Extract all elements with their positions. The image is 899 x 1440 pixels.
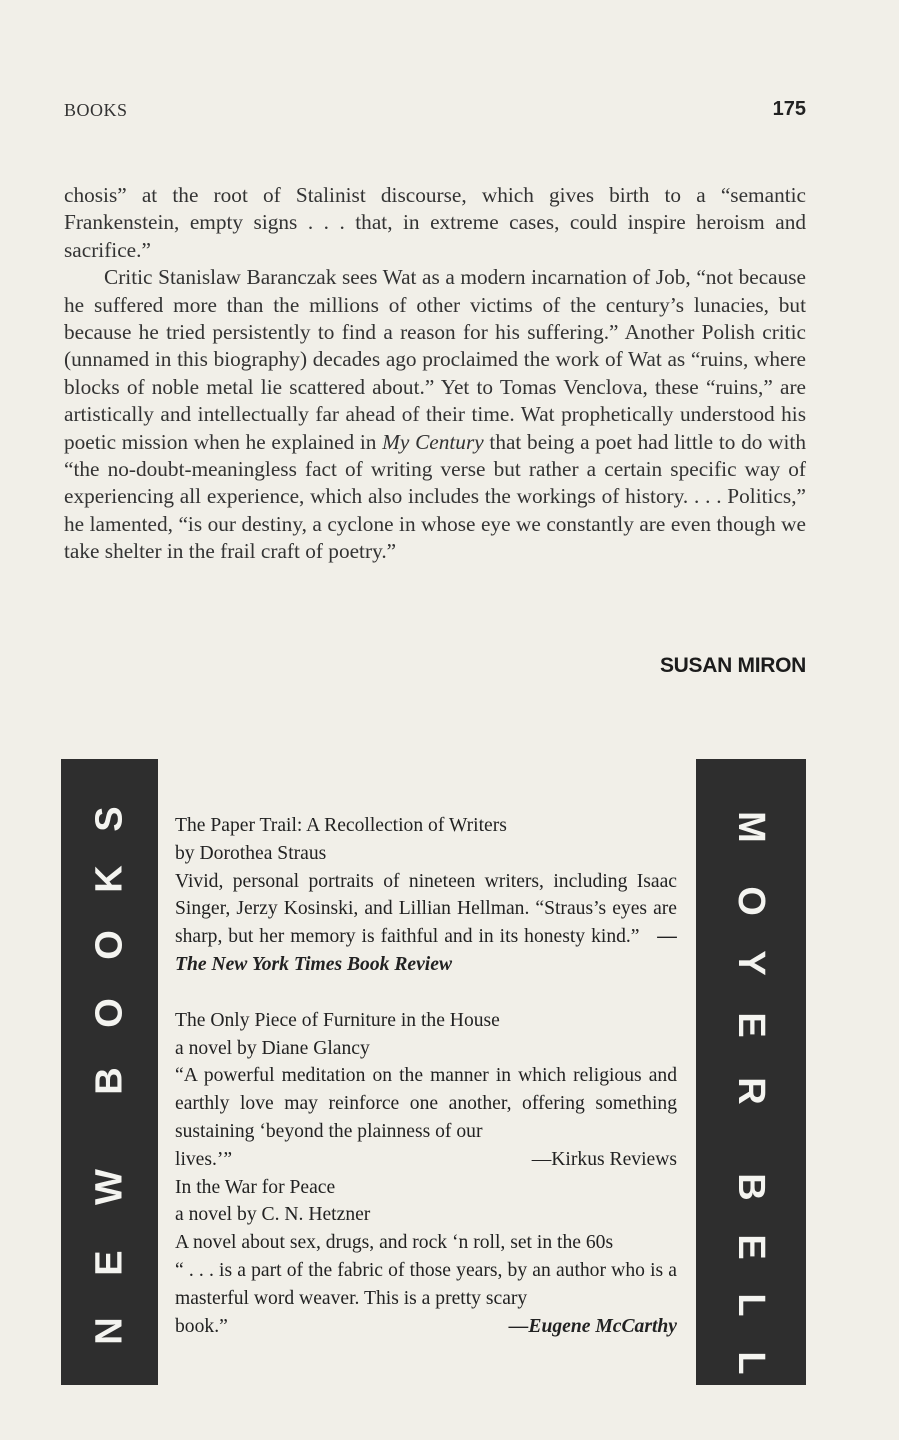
book-description-end: book.” [175, 1315, 228, 1337]
bar-letter: E [730, 1012, 772, 1038]
byline: SUSAN MIRON [659, 654, 806, 677]
new-books-bar [61, 759, 158, 1385]
bar-letter: Y [730, 950, 772, 976]
book-attribution: —Kirkus Reviews [531, 1148, 677, 1170]
section-name: BOOKS [64, 100, 128, 120]
book-entry [175, 1007, 677, 1174]
bar-letter: K [88, 865, 131, 893]
bar-letter: O [88, 930, 131, 960]
book-title: The Paper Trail: A Recollection of Writers [175, 815, 507, 836]
book-author: a novel by C. N. Hetzner [175, 1204, 371, 1226]
book-description-line: A novel about sex, drugs, and rock ‘n roll, set in the 60s [175, 1232, 614, 1254]
bar-letter: B [730, 1173, 772, 1201]
running-head [64, 98, 806, 128]
bar-letter: L [730, 1351, 772, 1375]
bar-letter: N [88, 1317, 131, 1345]
moyer-bell-bar [696, 759, 806, 1385]
book-author: by Dorothea Straus [175, 842, 327, 864]
attribution-row [175, 1146, 677, 1174]
bar-letter: M [730, 811, 772, 843]
ad-book-list [175, 812, 677, 1340]
book-description [175, 868, 677, 979]
article-body [64, 182, 806, 566]
book-entry [175, 1174, 677, 1341]
attribution-row [175, 1313, 677, 1341]
paragraph-1: chosis” at the root of Stalinist discourse, which gives birth to a “semantic Frankenstein, empty signs . . . that, in extreme cases, could inspire heroism and sacrifice.” [64, 183, 806, 262]
bar-letter: S [88, 806, 131, 832]
bar-letter: L [730, 1293, 772, 1317]
paragraph-2-part-b: that being a poet had little to do with “the no-doubt-meaningless fact of writing verse but rather a certain specific way of experiencing all experience, which also includes the workings of history. . . . Politics,” he lamented, “is our destiny, a cyclone in whose eye we constantly are even though we take shelter in the frail craft of poetry.” [64, 429, 806, 564]
paragraph-2 [64, 264, 806, 565]
paragraph-2-part-a: Critic Stanislaw Baranczak sees Wat as a modern incarnation of Job, “not because he suffered more than the millions of other victims of the century’s lunacies, but because he tried persistently to find a reason for his suffering.” Another Polish critic (unnamed in this biography) decades ago proclaimed the work of Wat as “ruins, where blocks of noble metal lie scattered about.” Yet to Tomas Venclova, these “ruins,” are artistically and intellectually far ahead of their time. Wat prophetically understood his poetic mission when he explained in [64, 265, 806, 454]
book-title-my-century: My Century [382, 429, 484, 454]
page-number: 175 [772, 98, 806, 120]
bar-letter: E [730, 1234, 772, 1260]
book-entry [175, 812, 677, 979]
bar-letter: E [88, 1250, 131, 1276]
bar-letter: B [88, 1067, 131, 1095]
bar-letter: O [730, 886, 772, 916]
bar-letter: W [88, 1169, 131, 1205]
book-title: In the War for Peace [175, 1176, 336, 1198]
bar-letter: R [730, 1077, 772, 1105]
book-title: The Only Piece of Furniture in the House [175, 1009, 500, 1031]
book-description-end: lives.’” [175, 1148, 233, 1170]
book-attribution: —The New York Times Book Review [175, 926, 678, 975]
book-description: “ . . . is a part of the fabric of those years, by an author who is a masterful word weaver. This is a pretty scary [175, 1259, 677, 1309]
book-description-text: Vivid, personal portraits of nineteen writers, including Isaac Singer, Jerzy Kosinski, and Lillian Hellman. “Straus’s eyes are sharp, but her memory is faithful and in its honesty kind.” [175, 870, 677, 948]
bar-letter: O [88, 998, 131, 1028]
book-author: a novel by Diane Glancy [175, 1037, 370, 1059]
book-description: “A powerful meditation on the manner in which religious and earthly love may reinforce one another, offering something sustaining ‘beyond the plainness of our [175, 1065, 677, 1142]
book-attribution: —Eugene McCarthy [508, 1315, 677, 1337]
